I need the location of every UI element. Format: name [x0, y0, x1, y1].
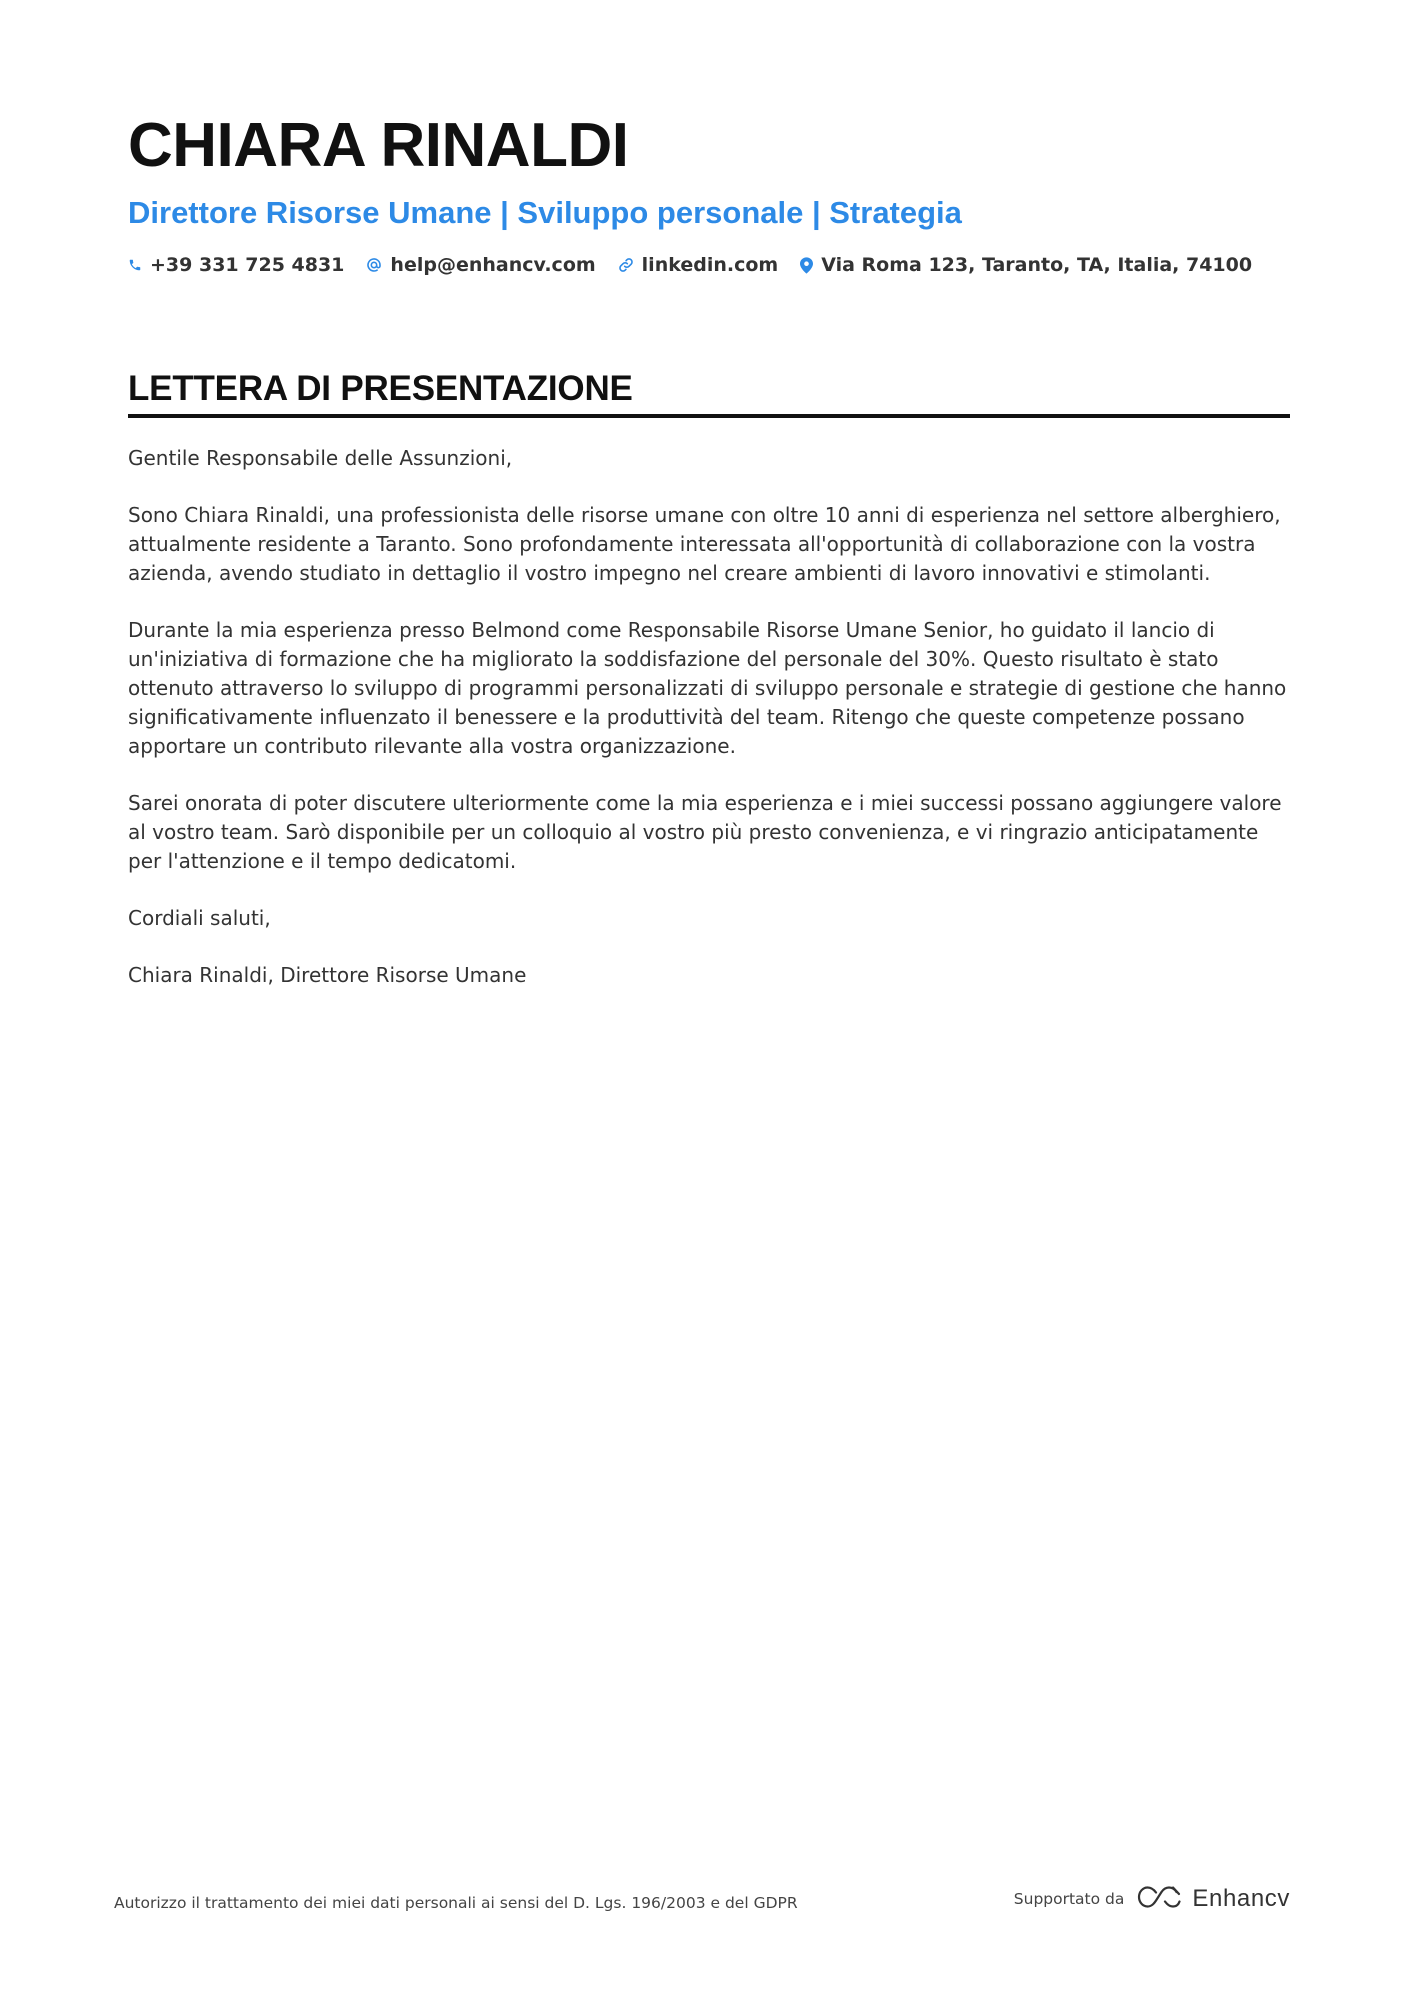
powered-by-label: Supportato da: [1013, 1890, 1125, 1908]
section-title: LETTERA DI PRESENTAZIONE: [128, 369, 633, 408]
email-text: help@enhancv.com: [390, 254, 596, 276]
privacy-consent-note: Autorizzo il trattamento dei miei dati personali ai sensi del D. Lgs. 196/2003 e del GDPR: [114, 1894, 798, 1912]
contact-phone[interactable]: [128, 254, 344, 276]
location-pin-icon: [800, 257, 813, 274]
powered-by: [1014, 1884, 1290, 1914]
phone-icon: [128, 257, 142, 273]
contact-address: [800, 254, 1252, 276]
brand-logo[interactable]: [1136, 1884, 1290, 1914]
contact-linkedin[interactable]: [618, 254, 779, 276]
letter-signature: Chiara Rinaldi, Direttore Risorse Umane: [128, 963, 527, 987]
phone-text: +39 331 725 4831: [150, 254, 345, 276]
candidate-title: Direttore Risorse Umane | Sviluppo personale | Strategia: [128, 195, 962, 230]
letter-paragraph: Sono Chiara Rinaldi, una professionista delle risorse umane con oltre 10 anni di esperienza nel settore alberghiero, attualmente residente a Taranto. Sono profondamente interessata all'opportunità di collaborazione con la vostra azienda, avendo studiato in dettaglio il vostro impegno nel creare ambienti di lavoro innovativi e stimolanti.: [128, 503, 1281, 585]
contact-row: [128, 254, 1288, 276]
letter-paragraph: Sarei onorata di poter discutere ulteriormente come la mia esperienza e i miei successi possano aggiungere valore al vostro team. Sarò disponibile per un colloquio al vostro più presto convenienza, e vi ringrazio anticipatamente per l'attenzione e il tempo dedicatomi.: [128, 791, 1282, 873]
letter-closing: Cordiali saluti,: [128, 906, 271, 930]
letter-paragraph: Durante la mia esperienza presso Belmond come Responsabile Risorse Umane Senior, ho guidato il lancio di un'iniziativa di formazione che ha migliorato la soddisfazione del personale del 30%. Questo risultato è stato ottenuto attraverso lo sviluppo di programmi personalizzati di sviluppo personale e strategie di gestione che hanno significativamente influenzato il benessere e la produttività del team. Ritengo che queste competenze possano apportare un contributo rilevante alla vostra organizzazione.: [128, 618, 1287, 758]
link-icon: [618, 257, 634, 273]
header: [128, 110, 1288, 276]
letter-salutation: Gentile Responsabile delle Assunzioni,: [128, 446, 513, 470]
letter-body: [128, 444, 1290, 990]
address-text: Via Roma 123, Taranto, TA, Italia, 74100: [821, 254, 1253, 276]
letter-section: [128, 368, 1290, 1018]
linkedin-text: linkedin.com: [641, 254, 779, 276]
contact-email[interactable]: [366, 254, 595, 276]
candidate-name: CHIARA RINALDI: [128, 111, 629, 180]
at-icon: [366, 257, 382, 273]
enhancv-logo-icon: [1136, 1884, 1182, 1914]
section-divider: [128, 414, 1290, 418]
brand-name: Enhancv: [1192, 1885, 1290, 1912]
